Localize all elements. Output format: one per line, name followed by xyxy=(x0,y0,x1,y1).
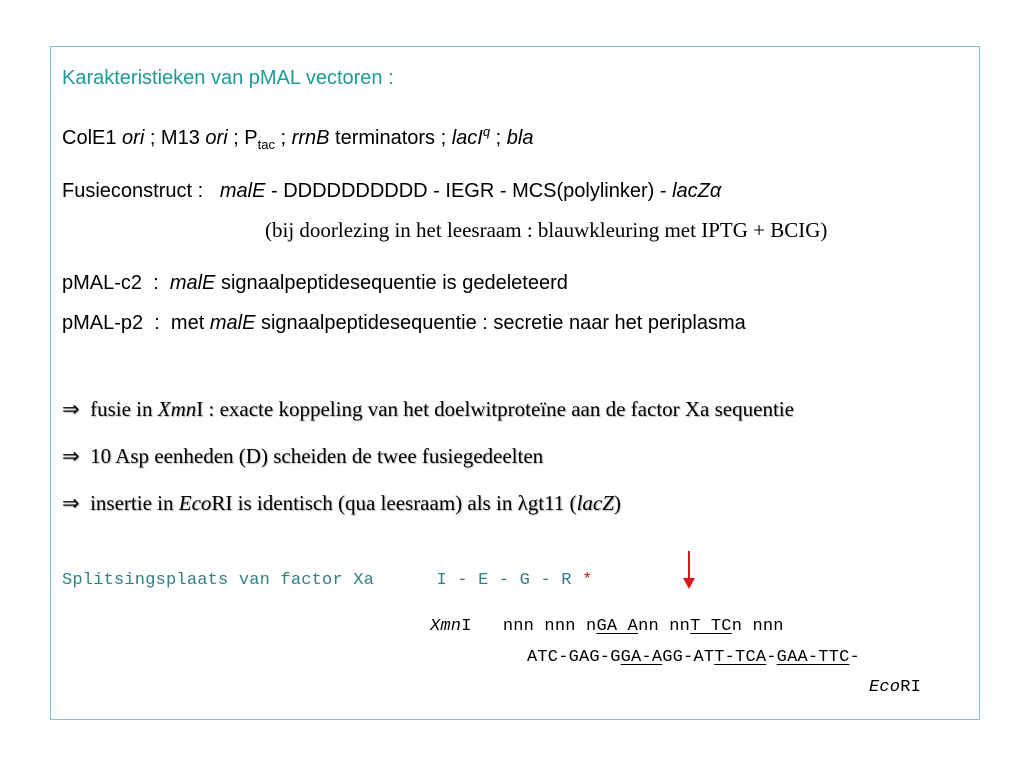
cleavage-line-segment: Splitsingsplaats van factor Xa I - E - G - R xyxy=(62,571,583,590)
sequence-line-segment: ATC-GAG-G xyxy=(527,648,621,667)
bullet-1-segment: I : exacte koppeling van het doelwitproteïne aan de factor Xa sequentie xyxy=(196,397,794,421)
xmni-line-segment: Xmn xyxy=(430,617,462,636)
features-line-segment: ; P xyxy=(227,127,258,149)
bullet-ecori-insertion xyxy=(62,491,621,516)
xmni-line-segment: n nnn xyxy=(731,617,784,636)
ecori-label xyxy=(869,678,921,697)
xmni-line-segment: GA A xyxy=(596,617,639,636)
fusion-line-segment: Fusieconstruct : xyxy=(62,180,220,202)
bullet-2-segment: ⇒ 10 Asp eenheden (D) scheiden de twee fusiegedeelten xyxy=(62,444,544,468)
pmal-p2-line xyxy=(62,312,746,335)
cleavage-line-segment: * xyxy=(582,571,593,590)
fusion-line-segment: malE xyxy=(219,180,266,202)
dna-sequence-line xyxy=(527,648,860,667)
pmal-c2-line xyxy=(62,272,568,295)
sequence-line-segment: GAA-TTC xyxy=(776,648,850,667)
pmal-c2-line-segment: malE xyxy=(169,272,216,294)
features-line-segment: lacI xyxy=(451,127,483,149)
bullet-3-segment: ) xyxy=(613,491,621,515)
bullet-3-segment: RI is identisch (qua leesraam) als in λgt11 ( xyxy=(211,491,577,515)
xmni-line-segment: I nnn nnn n xyxy=(461,617,597,636)
sequence-line-segment: - xyxy=(766,648,777,667)
pmal-p2-line-segment: malE xyxy=(209,312,256,334)
ecori-label-segment: Eco xyxy=(869,678,901,697)
bullet-3-segment: ⇒ insertie in xyxy=(62,491,179,515)
features-line-segment: tac xyxy=(257,137,275,152)
sequence-line-segment: GA-A xyxy=(620,648,663,667)
cleavage-site-line xyxy=(62,571,593,590)
features-line-segment: ; M13 xyxy=(144,127,206,149)
bullet-1-segment: Xmn xyxy=(157,397,197,421)
bullet-3-segment: lacZ xyxy=(576,491,614,515)
sequence-line-segment: T-TCA xyxy=(714,648,767,667)
xmni-line-segment: T TC xyxy=(690,617,732,636)
bullet-3-segment: Eco xyxy=(178,491,212,515)
features-line xyxy=(62,124,533,152)
bullet-asp-units xyxy=(62,444,543,469)
pmal-p2-line-segment: signaalpeptidesequentie : secretie naar het periplasma xyxy=(255,312,746,334)
features-line-segment: ; xyxy=(275,127,292,149)
fusion-note: (bij doorlezing in het leesraam : blauwkleuring met IPTG + BCIG) xyxy=(265,218,828,242)
fusion-line-segment: lacZα xyxy=(672,180,722,202)
fusion-line-segment: - DDDDDDDDDD - IEGR - MCS(polylinker) - xyxy=(265,180,673,202)
features-line-segment: terminators ; xyxy=(329,127,452,149)
features-line-segment: ori xyxy=(205,127,228,149)
pmal-p2-line-segment: pMAL-p2 : met xyxy=(62,312,210,334)
features-line-segment: ; xyxy=(490,127,507,149)
sequence-line-segment: GG-AT xyxy=(662,648,715,667)
ecori-label-segment: RI xyxy=(900,678,922,697)
pmal-c2-line-segment: signaalpeptidesequentie is gedeleteerd xyxy=(215,272,568,294)
pmal-c2-line-segment: pMAL-c2 : xyxy=(62,272,170,294)
down-arrow-icon xyxy=(682,551,696,591)
xmni-line-segment: nn nn xyxy=(638,617,691,636)
features-line-segment: bla xyxy=(506,127,534,149)
features-line-segment: ColE1 xyxy=(62,127,123,149)
features-line-segment: q xyxy=(482,124,491,139)
slide-title: Karakteristieken van pMAL vectoren : xyxy=(62,67,394,89)
features-line-segment: ori xyxy=(122,127,145,149)
xmni-recognition-line xyxy=(430,617,784,636)
bullet-xmni-fusion xyxy=(62,397,794,422)
features-line-segment: rrnB xyxy=(291,127,330,149)
sequence-line-segment: - xyxy=(849,648,860,667)
bullet-1-segment: ⇒ fusie in xyxy=(62,397,158,421)
fusion-construct-line xyxy=(62,180,721,203)
